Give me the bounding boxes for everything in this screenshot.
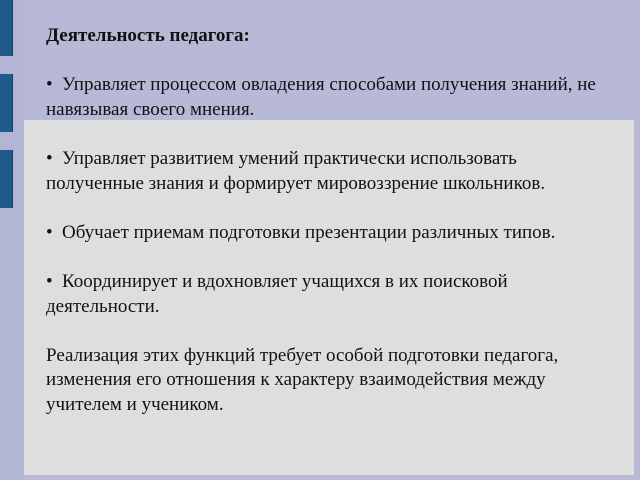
slide-text bbox=[46, 24, 606, 418]
bullet-item-2 bbox=[46, 147, 606, 196]
bullet-item-text: Обучает приемам подготовки презентации различных типов. bbox=[62, 221, 556, 243]
side-tab-3 bbox=[0, 150, 13, 208]
bullet-marker: • bbox=[46, 270, 53, 292]
bullet-marker: • bbox=[46, 147, 53, 169]
bullet-item-text: Координирует и вдохновляет учащихся в их поисковой деятельности. bbox=[46, 270, 508, 317]
side-tab-1 bbox=[0, 0, 13, 56]
bullet-item-text: Управляет процессом овладения способами получения знаний, не навязывая своего мнения. bbox=[46, 74, 596, 120]
slide-heading: Деятельность педагога: bbox=[46, 25, 250, 46]
bullet-item-4 bbox=[46, 270, 606, 319]
bullet-marker: • bbox=[46, 221, 53, 243]
bullet-item-3 bbox=[46, 221, 606, 246]
bullet-item-1 bbox=[46, 73, 606, 122]
bullet-marker: • bbox=[46, 74, 53, 96]
bullet-item-text: Управляет развитием умений практически использовать полученные знания и формирует мировоззрение школьников. bbox=[46, 147, 546, 194]
side-tab-2 bbox=[0, 74, 13, 132]
conclusion-text: Реализация этих функций требует особой подготовки педагога, изменения его отношения к характеру взаимодействия между учителем и учеником. bbox=[46, 344, 559, 415]
left-band bbox=[0, 0, 24, 480]
